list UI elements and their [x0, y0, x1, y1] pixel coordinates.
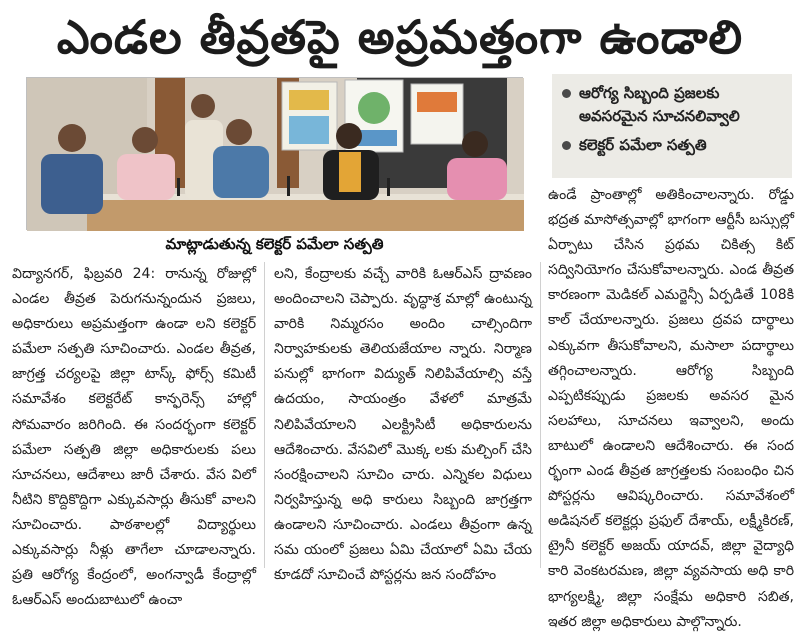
highlights-box: [552, 74, 792, 178]
article-column-1: [12, 262, 256, 609]
highlight-item: [562, 82, 784, 128]
article-column-3: [548, 183, 794, 630]
highlight-text: కలెక్టర్ పమేలా సత్పతి: [579, 136, 707, 154]
column-2-text: లని, కేంద్రాలకు వచ్చే వారికి ఓఆర్ఎస్ ద్రావణం అందించాలని చెప్పారు. వృద్ధాశ్ర మాల్లో ఉంటున్న వారికి నిమ్మరసం అందిం చాల్సిందిగా నిర్వాహకులకు తెలియజేయాల న్నారు. నిర్మాణ పనుల్లో భాగంగా విద్యుత్ నిలిపివేయాల్సి వస్తే ఉదయం, సాయంత్రం వేళలో మాత్రమే నిలిపివేయాలని ఎలక్ట్రిసిటీ అధికారులను ఆదేశించారు. వేసవిలో మొక్క లకు మల్చింగ్ చేసి సంరక్షించాలని సూచిం చారు. ఎన్నికల విధులు నిర్వహిస్తున్న అధి కారులు సిబ్బంది జాగ్రత్తగా ఉండాలని సూచించారు. ఎండలు తీవ్రంగా ఉన్న సమ యంలో ప్రజలు ఏమి చేయాలో ఏమి చేయ కూడదో సూచించే పోస్టర్లను జన సందోహం: [274, 266, 532, 584]
column-divider: [540, 262, 541, 568]
highlight-item: [562, 134, 784, 157]
headline: ఎండల తీవ్రతపై అప్రమత్తంగా ఉండాలి: [56, 10, 744, 64]
meeting-photo-illustration: [27, 78, 524, 231]
column-divider: [264, 262, 265, 568]
photo-caption: మాట్లాడుతున్న కలెక్టర్ పమేలా సత్పతి: [165, 235, 384, 253]
highlight-text: ఆరోగ్య సిబ్బంది ప్రజలకు అవసరమైన సూచనలివ్వాలి: [579, 84, 740, 125]
bullet-icon: [562, 89, 571, 98]
article-column-2: [274, 262, 532, 584]
bullet-icon: [562, 141, 571, 150]
column-1-text: విద్యానగర్, ఫిబ్రవరి 24: రానున్న రోజుల్లో ఎండల తీవ్రత పెరుగనున్నందున ప్రజలు, అధికారులు అప్రమత్తంగా ఉండా లని కలెక్టర్ పమేలా సత్పతి సూచించారు. ఎండల తీవ్రత, జాగ్రత్త చర్యలపై జిల్లా టాస్క్ ఫోర్స్ కమిటీ సమావేశం కలెక్టరేట్ కాన్ఫరెన్స్ హాల్లో సోమవారం జరిగింది. ఈ సందర్భంగా కలెక్టర్ పమేలా సత్పతి జిల్లా అధికారులకు పలు సూచనలు, ఆదేశాలు జారీ చేశారు. వేస విలో నీటిని కొద్దికొద్దిగా ఎక్కువసార్లు తీసుకో వాలని సూచించారు. పాఠశాలల్లో విద్యార్థులు ఎక్కువసార్లు నీళ్లు తాగేలా చూడాలన్నారు. ప్రతి ఆరోగ్య కేంద్రంలో, అంగన్వాడీ కేంద్రాల్లో ఓఆర్ఎస్ అందుబాటులో ఉంచా: [12, 266, 256, 609]
news-photo: [26, 77, 523, 230]
column-3-text: ఉండే ప్రాంతాల్లో అతికించాలన్నారు. రోడ్డు భద్రత మాసోత్సవాల్లో భాగంగా ఆర్టీసీ బస్సుల్లో ఏర్పాటు చేసిన ప్రథమ చికిత్స కిట్ సద్వినియోగం చేసుకోవాలన్నారు. ఎండ తీవ్రత కారణంగా మెడికల్ ఎమర్జెన్సీ ఏర్పడితే 108కి కాల్ చేయాలన్నారు. ప్రజలు ద్రవప దార్థాలు ఎక్కువగా తీసుకోవాలని, మసాలా పదార్థాలు తగ్గించాలన్నారు. ఆరోగ్య సిబ్బంది ఎప్పటికప్పుడు ప్రజలకు అవసర మైన సలహాలు, సూచనలు ఇవ్వాలని, అందు బాటులో ఉండాలని ఆదేశించారు. ఈ సంద ర్భంగా ఎండ తీవ్రత జాగ్రత్తలకు సంబంధిం చిన పోస్టర్లను ఆవిష్కరించారు. సమావేశంలో అడిషనల్ కలెక్టర్లు ప్రఫుల్ దేశాయ్, లక్ష్మీకిరణ్, ట్రైనీ కలెక్టర్ అజయ్ యాదవ్, జిల్లా వైద్యాధి కారి వెంకటరమణ, జిల్లా వ్యవసాయ అధి కారి భాగ్యలక్ష్మి, జిల్లా సంక్షేమ అధికారి సబిత, ఇతర జిల్లా అధికారులు పాల్గొన్నారు.: [548, 187, 794, 630]
